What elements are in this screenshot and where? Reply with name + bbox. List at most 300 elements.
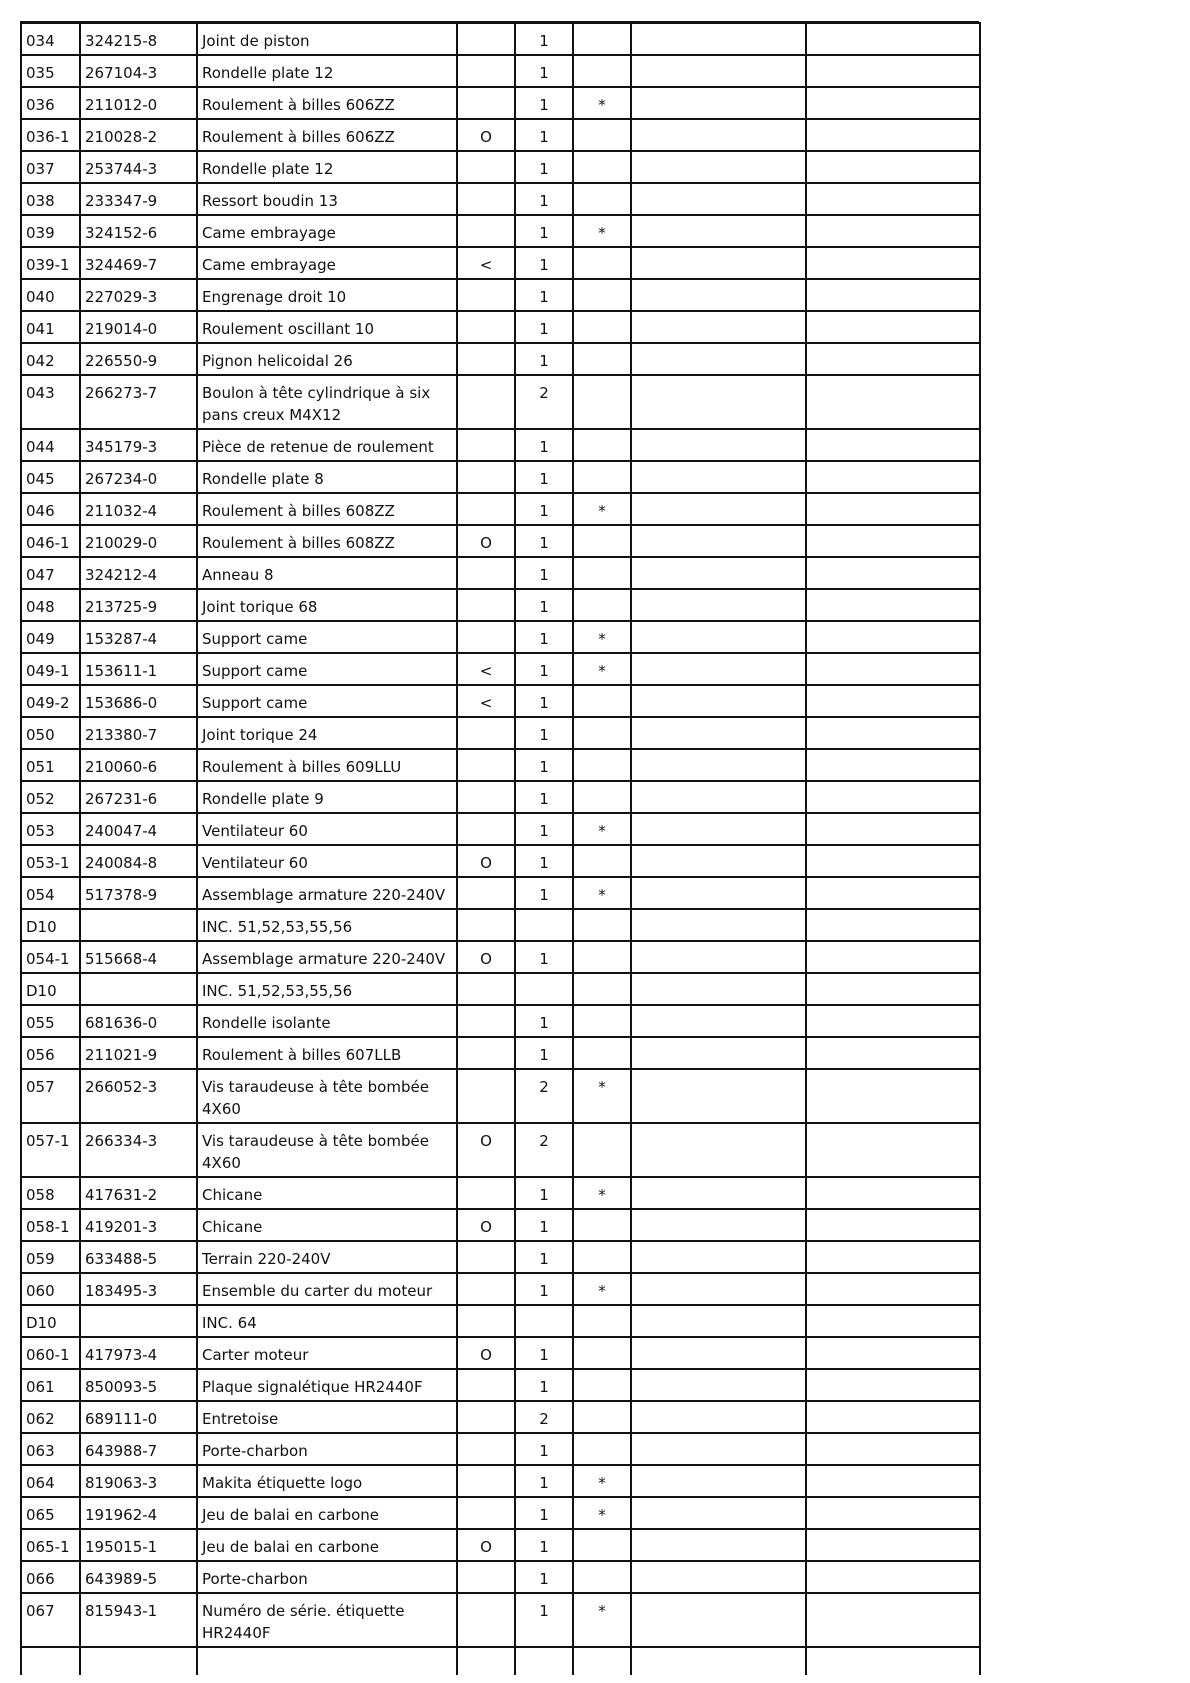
empty-cell [806, 1433, 980, 1465]
description-cell: Jeu de balai en carbone [197, 1529, 457, 1561]
option-code-cell [457, 23, 515, 55]
quantity-cell: 1 [515, 151, 573, 183]
empty-cell [631, 877, 806, 909]
option-code-cell [457, 813, 515, 845]
note-mark-cell [573, 1369, 631, 1401]
empty-cell [631, 215, 806, 247]
quantity-cell: 1 [515, 493, 573, 525]
option-code-cell [457, 781, 515, 813]
option-code-cell: < [457, 685, 515, 717]
quantity-cell: 1 [515, 461, 573, 493]
note-mark-cell: * [573, 1593, 631, 1647]
item-number-cell: 043 [21, 375, 80, 429]
item-number-cell: 035 [21, 55, 80, 87]
quantity-cell: 2 [515, 1123, 573, 1177]
quantity-cell: 1 [515, 781, 573, 813]
part-number-cell: 266334-3 [80, 1123, 197, 1177]
empty-cell [806, 55, 980, 87]
table-row [21, 87, 980, 119]
empty-cell [631, 247, 806, 279]
note-mark-cell [573, 1529, 631, 1561]
quantity-cell: 1 [515, 685, 573, 717]
table-row [21, 589, 980, 621]
option-code-cell: O [457, 1529, 515, 1561]
quantity-cell: 1 [515, 1561, 573, 1593]
quantity-cell: 1 [515, 813, 573, 845]
table-row [21, 1369, 980, 1401]
empty-cell [631, 909, 806, 941]
item-number-cell: 041 [21, 311, 80, 343]
table-row [21, 1069, 980, 1123]
empty-cell [631, 845, 806, 877]
option-code-cell [457, 1037, 515, 1069]
part-number-cell: 515668-4 [80, 941, 197, 973]
option-code-cell [457, 215, 515, 247]
empty-cell [197, 1647, 457, 1675]
empty-cell [631, 1305, 806, 1337]
quantity-cell: 1 [515, 1337, 573, 1369]
description-cell: Roulement à billes 608ZZ [197, 525, 457, 557]
empty-cell [806, 215, 980, 247]
part-number-cell: 417631-2 [80, 1177, 197, 1209]
quantity-cell: 1 [515, 877, 573, 909]
empty-cell [631, 1209, 806, 1241]
note-mark-cell: * [573, 1177, 631, 1209]
table-row [21, 1337, 980, 1369]
quantity-cell [515, 909, 573, 941]
empty-cell [806, 119, 980, 151]
table-row [21, 877, 980, 909]
note-mark-cell [573, 685, 631, 717]
empty-cell [806, 311, 980, 343]
quantity-cell [515, 973, 573, 1005]
description-cell: Rondelle plate 8 [197, 461, 457, 493]
empty-cell [631, 749, 806, 781]
empty-cell [806, 845, 980, 877]
option-code-cell: O [457, 941, 515, 973]
option-code-cell [457, 877, 515, 909]
empty-cell [631, 653, 806, 685]
description-cell: Numéro de série. étiquette HR2440F [197, 1593, 457, 1647]
table-row [21, 23, 980, 55]
quantity-cell: 1 [515, 749, 573, 781]
empty-cell [631, 493, 806, 525]
description-cell: Assemblage armature 220-240V [197, 941, 457, 973]
quantity-cell: 1 [515, 1273, 573, 1305]
description-cell: Support came [197, 621, 457, 653]
part-number-cell: 417973-4 [80, 1337, 197, 1369]
note-mark-cell: * [573, 621, 631, 653]
description-cell: Makita étiquette logo [197, 1465, 457, 1497]
item-number-cell: 057-1 [21, 1123, 80, 1177]
table-row [21, 247, 980, 279]
part-number-cell: 633488-5 [80, 1241, 197, 1273]
empty-cell [631, 429, 806, 461]
empty-cell [806, 183, 980, 215]
note-mark-cell [573, 151, 631, 183]
note-mark-cell [573, 1561, 631, 1593]
option-code-cell [457, 311, 515, 343]
empty-cell [631, 1005, 806, 1037]
table-row [21, 1497, 980, 1529]
option-code-cell [457, 343, 515, 375]
empty-cell [806, 1177, 980, 1209]
empty-cell [806, 1529, 980, 1561]
description-cell: Roulement oscillant 10 [197, 311, 457, 343]
description-cell: Chicane [197, 1209, 457, 1241]
item-number-cell: 063 [21, 1433, 80, 1465]
table-row [21, 717, 980, 749]
part-number-cell: 267234-0 [80, 461, 197, 493]
table-row [21, 525, 980, 557]
option-code-cell [457, 1465, 515, 1497]
option-code-cell [457, 279, 515, 311]
empty-cell [806, 1401, 980, 1433]
empty-cell [806, 525, 980, 557]
note-mark-cell [573, 247, 631, 279]
table-row [21, 1593, 980, 1647]
option-code-cell [457, 1433, 515, 1465]
item-number-cell: 048 [21, 589, 80, 621]
item-number-cell: 050 [21, 717, 80, 749]
note-mark-cell [573, 343, 631, 375]
empty-cell [631, 941, 806, 973]
part-number-cell: 267104-3 [80, 55, 197, 87]
part-number-cell [80, 1305, 197, 1337]
table-row [21, 215, 980, 247]
part-number-cell: 324469-7 [80, 247, 197, 279]
description-cell: Roulement à billes 606ZZ [197, 87, 457, 119]
item-number-cell: 058-1 [21, 1209, 80, 1241]
part-number-cell: 266052-3 [80, 1069, 197, 1123]
description-cell: Plaque signalétique HR2440F [197, 1369, 457, 1401]
quantity-cell: 1 [515, 1593, 573, 1647]
part-number-cell: 153686-0 [80, 685, 197, 717]
quantity-cell: 1 [515, 1529, 573, 1561]
empty-cell [631, 183, 806, 215]
part-number-cell: 191962-4 [80, 1497, 197, 1529]
part-number-cell: 211032-4 [80, 493, 197, 525]
item-number-cell: 039 [21, 215, 80, 247]
note-mark-cell [573, 589, 631, 621]
quantity-cell: 1 [515, 621, 573, 653]
option-code-cell: O [457, 1337, 515, 1369]
table-row [21, 429, 980, 461]
part-number-cell: 153611-1 [80, 653, 197, 685]
empty-cell [631, 717, 806, 749]
note-mark-cell [573, 183, 631, 215]
empty-cell [631, 1273, 806, 1305]
item-number-cell: 046-1 [21, 525, 80, 557]
empty-cell [806, 589, 980, 621]
description-cell: Chicane [197, 1177, 457, 1209]
note-mark-cell: * [573, 493, 631, 525]
empty-cell [21, 1647, 80, 1675]
empty-cell [631, 685, 806, 717]
table-row [21, 151, 980, 183]
item-number-cell: 036-1 [21, 119, 80, 151]
table-row [21, 279, 980, 311]
empty-cell [631, 1497, 806, 1529]
empty-cell [806, 749, 980, 781]
quantity-cell: 1 [515, 1241, 573, 1273]
table-row [21, 909, 980, 941]
table-row [21, 1005, 980, 1037]
item-number-cell: 062 [21, 1401, 80, 1433]
quantity-cell: 1 [515, 215, 573, 247]
note-mark-cell [573, 909, 631, 941]
empty-cell [806, 87, 980, 119]
option-code-cell [457, 1273, 515, 1305]
table-row [21, 1561, 980, 1593]
description-cell: Joint torique 68 [197, 589, 457, 621]
option-code-cell [457, 1177, 515, 1209]
option-code-cell: O [457, 1209, 515, 1241]
table-row-continued [21, 1647, 980, 1675]
option-code-cell [457, 1401, 515, 1433]
empty-cell [806, 717, 980, 749]
option-code-cell [457, 909, 515, 941]
note-mark-cell [573, 1037, 631, 1069]
option-code-cell [457, 1069, 515, 1123]
part-number-cell: 266273-7 [80, 375, 197, 429]
quantity-cell: 1 [515, 1465, 573, 1497]
empty-cell [631, 1177, 806, 1209]
table-row [21, 1305, 980, 1337]
item-number-cell: 060 [21, 1273, 80, 1305]
table-row [21, 183, 980, 215]
table-row [21, 461, 980, 493]
part-number-cell: 253744-3 [80, 151, 197, 183]
description-cell: Ventilateur 60 [197, 845, 457, 877]
description-cell: INC. 51,52,53,55,56 [197, 973, 457, 1005]
option-code-cell [457, 717, 515, 749]
description-cell: Carter moteur [197, 1337, 457, 1369]
part-number-cell: 419201-3 [80, 1209, 197, 1241]
empty-cell [806, 461, 980, 493]
table-row [21, 1123, 980, 1177]
table-row [21, 1529, 980, 1561]
empty-cell [806, 1561, 980, 1593]
item-number-cell: 057 [21, 1069, 80, 1123]
part-number-cell: 183495-3 [80, 1273, 197, 1305]
empty-cell [806, 1209, 980, 1241]
part-number-cell: 681636-0 [80, 1005, 197, 1037]
note-mark-cell [573, 1123, 631, 1177]
option-code-cell [457, 461, 515, 493]
empty-cell [631, 1593, 806, 1647]
empty-cell [80, 1647, 197, 1675]
description-cell: INC. 64 [197, 1305, 457, 1337]
option-code-cell [457, 429, 515, 461]
table-row [21, 119, 980, 151]
table-row [21, 1433, 980, 1465]
part-number-cell: 324215-8 [80, 23, 197, 55]
empty-cell [806, 909, 980, 941]
table-row [21, 685, 980, 717]
part-number-cell: 227029-3 [80, 279, 197, 311]
note-mark-cell [573, 1209, 631, 1241]
quantity-cell: 1 [515, 557, 573, 589]
option-code-cell: < [457, 653, 515, 685]
empty-cell [631, 1337, 806, 1369]
description-cell: Jeu de balai en carbone [197, 1497, 457, 1529]
description-cell: Pièce de retenue de roulement [197, 429, 457, 461]
note-mark-cell [573, 311, 631, 343]
table-row [21, 493, 980, 525]
item-number-cell: 064 [21, 1465, 80, 1497]
description-cell: Joint torique 24 [197, 717, 457, 749]
empty-cell [806, 621, 980, 653]
description-cell: Support came [197, 685, 457, 717]
table-row [21, 973, 980, 1005]
option-code-cell [457, 1241, 515, 1273]
quantity-cell: 1 [515, 653, 573, 685]
part-number-cell: 240084-8 [80, 845, 197, 877]
item-number-cell: D10 [21, 909, 80, 941]
description-cell: Rondelle plate 12 [197, 55, 457, 87]
description-cell: Assemblage armature 220-240V [197, 877, 457, 909]
note-mark-cell [573, 1337, 631, 1369]
note-mark-cell: * [573, 1273, 631, 1305]
item-number-cell: 047 [21, 557, 80, 589]
empty-cell [631, 621, 806, 653]
empty-cell [806, 1037, 980, 1069]
parts-table-body [21, 23, 980, 1675]
description-cell: Entretoise [197, 1401, 457, 1433]
option-code-cell [457, 973, 515, 1005]
table-row [21, 557, 980, 589]
empty-cell [631, 1037, 806, 1069]
part-number-cell: 240047-4 [80, 813, 197, 845]
empty-cell [806, 685, 980, 717]
parts-list-sheet [20, 22, 981, 1675]
empty-cell [631, 279, 806, 311]
description-cell: Vis taraudeuse à tête bombée 4X60 [197, 1069, 457, 1123]
table-row [21, 1273, 980, 1305]
empty-cell [631, 1561, 806, 1593]
item-number-cell: 052 [21, 781, 80, 813]
quantity-cell: 2 [515, 375, 573, 429]
note-mark-cell: * [573, 1069, 631, 1123]
empty-cell [806, 1497, 980, 1529]
option-code-cell [457, 1305, 515, 1337]
item-number-cell: 046 [21, 493, 80, 525]
description-cell: Came embrayage [197, 247, 457, 279]
empty-cell [806, 429, 980, 461]
part-number-cell: 819063-3 [80, 1465, 197, 1497]
empty-cell [631, 557, 806, 589]
empty-cell [806, 1465, 980, 1497]
item-number-cell: 067 [21, 1593, 80, 1647]
quantity-cell: 1 [515, 1005, 573, 1037]
option-code-cell [457, 55, 515, 87]
part-number-cell: 517378-9 [80, 877, 197, 909]
option-code-cell [457, 621, 515, 653]
empty-cell [631, 1241, 806, 1273]
empty-cell [806, 1305, 980, 1337]
note-mark-cell [573, 1401, 631, 1433]
quantity-cell: 2 [515, 1401, 573, 1433]
description-cell: Support came [197, 653, 457, 685]
note-mark-cell [573, 23, 631, 55]
table-row [21, 55, 980, 87]
item-number-cell: 058 [21, 1177, 80, 1209]
empty-cell [806, 1273, 980, 1305]
part-number-cell: 213380-7 [80, 717, 197, 749]
table-row [21, 1241, 980, 1273]
item-number-cell: 036 [21, 87, 80, 119]
note-mark-cell: * [573, 1465, 631, 1497]
option-code-cell [457, 1561, 515, 1593]
item-number-cell: 055 [21, 1005, 80, 1037]
table-row [21, 343, 980, 375]
item-number-cell: 056 [21, 1037, 80, 1069]
table-row [21, 653, 980, 685]
empty-cell [806, 973, 980, 1005]
quantity-cell [515, 1305, 573, 1337]
empty-cell [806, 23, 980, 55]
part-number-cell: 324212-4 [80, 557, 197, 589]
description-cell: Rondelle isolante [197, 1005, 457, 1037]
item-number-cell: D10 [21, 1305, 80, 1337]
description-cell: Roulement à billes 607LLB [197, 1037, 457, 1069]
empty-cell [806, 1069, 980, 1123]
table-row [21, 1177, 980, 1209]
item-number-cell: 042 [21, 343, 80, 375]
table-row [21, 311, 980, 343]
note-mark-cell [573, 1005, 631, 1037]
item-number-cell: 049 [21, 621, 80, 653]
table-row [21, 941, 980, 973]
part-number-cell: 643989-5 [80, 1561, 197, 1593]
item-number-cell: 060-1 [21, 1337, 80, 1369]
quantity-cell: 1 [515, 717, 573, 749]
option-code-cell [457, 1369, 515, 1401]
part-number-cell: 213725-9 [80, 589, 197, 621]
part-number-cell: 210029-0 [80, 525, 197, 557]
part-number-cell: 195015-1 [80, 1529, 197, 1561]
item-number-cell: 061 [21, 1369, 80, 1401]
part-number-cell [80, 909, 197, 941]
empty-cell [631, 1069, 806, 1123]
description-cell: Roulement à billes 608ZZ [197, 493, 457, 525]
part-number-cell: 210028-2 [80, 119, 197, 151]
item-number-cell: 053-1 [21, 845, 80, 877]
option-code-cell [457, 1593, 515, 1647]
description-cell: Porte-charbon [197, 1433, 457, 1465]
empty-cell [631, 781, 806, 813]
option-code-cell: O [457, 119, 515, 151]
item-number-cell: 049-1 [21, 653, 80, 685]
note-mark-cell [573, 1241, 631, 1273]
quantity-cell: 1 [515, 941, 573, 973]
part-number-cell: 850093-5 [80, 1369, 197, 1401]
empty-cell [806, 1123, 980, 1177]
table-row [21, 1209, 980, 1241]
option-code-cell [457, 557, 515, 589]
empty-cell [631, 1369, 806, 1401]
quantity-cell: 1 [515, 429, 573, 461]
description-cell: Roulement à billes 609LLU [197, 749, 457, 781]
table-row [21, 749, 980, 781]
description-cell: Rondelle plate 12 [197, 151, 457, 183]
empty-cell [806, 877, 980, 909]
quantity-cell: 1 [515, 525, 573, 557]
quantity-cell: 1 [515, 1369, 573, 1401]
quantity-cell: 1 [515, 1037, 573, 1069]
part-number-cell: 210060-6 [80, 749, 197, 781]
